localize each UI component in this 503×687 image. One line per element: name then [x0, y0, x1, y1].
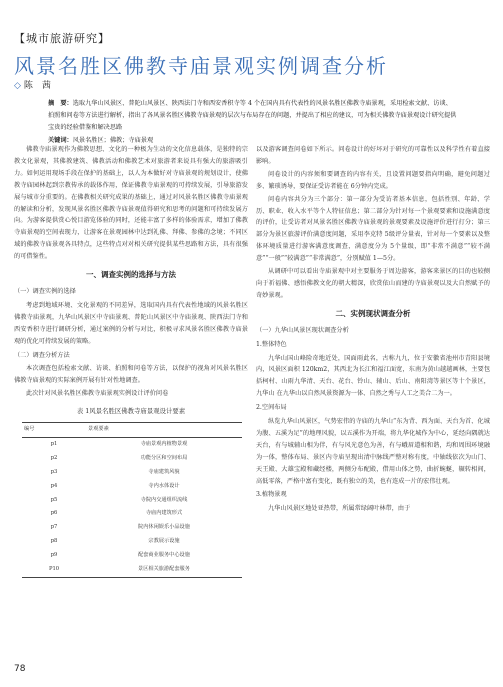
- abstract-text: 选取九华山风景区、普陀山风景区、陕西法门寺和西安香积寺等 4 个在国内具有代表性的风景名胜区佛教寺庙景观，采用检索文献、访谈、拍照和问卷等方法进行解析，指出了各风景名胜区佛教寺庙景观的层次与布局存在的问题，并提出了相应的建议，可为相关佛教寺庙景观设计研究提供宝贵的经验借鉴和解决思路: [48, 100, 457, 131]
- article-title: 风景名胜区佛教寺庙景观实例调查分析: [14, 54, 388, 78]
- subsection-heading: （二）调查分析方法: [14, 351, 70, 359]
- body-paragraph: 问卷内容共分为三个部分：第一部分为受访者基本信息，包括性别、年龄、学历、职业、收入水平等个人特征信息；第二部分为针对每一个景观要素和设施满意度的评价，让受访者对风景名胜区佛教寺庙景观的景观要素及设施评价进行打分；第三部分为景区旅游评价满意度问题，采用李克特 5级评分量表，针对每一个要素以及整体环境质量进行游客满意度调查，满意度分为 5个量级，即“非常不满意”“较不满意”“一般”“较满意”“非常满意”，分别赋值 1—5分。: [256, 195, 490, 263]
- body-paragraph: 纵览九华山风景区，气势宏伟的寺庙的九华山“东为背、西为面、天台为首、化城为腹、五溪为足”的地理风貌，以五溪作为开端，将九华化城作为中心，延经向隅就达天台，有与城辅山相为伴，有与风光意色为善，有与峨眉道相和谐，均和周围环境融为一体，整体布局、景区内寺庙呈现出清中脉线严整对称有度，中轴线依次为山门、天王殿、大雄宝殿和藏经楼，两侧分布配殿，借用山体之势，曲折蜿蜒，辗转相间，高低零落，严格中富有变化，既有独立的美，也有连成一片的宏伟壮观。: [256, 418, 490, 485]
- body-paragraph: 从调研中可以看出寺庙景观中对主要服务于周边游客，游客来景区的目的也较侧向于祈福佛、感悟佛教文化的朝大精深，欣赏依山而建的寺庙景观以及大自然赋予的奇妙景观。: [256, 268, 490, 299]
- table-row: [22, 452, 242, 466]
- table-row: [22, 480, 242, 494]
- table-row: [22, 535, 242, 549]
- table-cell: p1: [50, 440, 58, 447]
- table-row: [22, 494, 242, 508]
- table-row: [22, 507, 242, 521]
- body-paragraph: 以及游客调查问卷如下所示。问卷设计的好坏对于研究的可靠性以及科学性有着直接影响。: [256, 146, 490, 165]
- keywords-label: 关键词：: [48, 137, 73, 144]
- table-header-cell: 编号: [22, 423, 86, 438]
- table-header-cell: 景观要素: [86, 423, 242, 438]
- table-cell: 功能分区和空间布局: [140, 454, 188, 461]
- table-cell: 宗教展示设施: [148, 538, 180, 545]
- abstract-block: [48, 98, 458, 147]
- table-cell: 寺庙建筑风貌: [148, 468, 180, 475]
- table-cell: p5: [50, 496, 58, 503]
- body-paragraph: 本次调查包括检索文献、访谈、拍照和问卷等方法，以保护的视角对风景名胜区佛教寺庙景观的实际案例开展有针对性地调查。: [14, 365, 248, 385]
- subsection-heading: （一）调查实例的选择: [14, 287, 76, 295]
- abstract: [48, 98, 458, 134]
- table-cell: p6: [50, 510, 58, 517]
- intro-paragraph: 佛教寺庙景观作为佛教思想、文化的一种极为生动的文化信息载体，是独特的宗教文化景观，其佛教建筑、佛教活动和佛教艺术对旅游者来说具有强大的旅游吸引力。如何运用现场手段在保护的基础上，以人为本做好对寺庙景观的规划设计，使佛教寺庙园林起到宗教传承的载体作用，保证佛教寺庙景观的可持续发展，引导旅游发展与城市分重要的。在佛教相关研究成果的基础上，通过对风景名胜区佛教寺庙景观的解读和分析，发现风景名胜区佛教寺庙景观值得研究和思考的问题和可持续发展方向。为游客提供赏心悦目游览体验的同时，还能丰富了多样的体验需求，增加了佛教寺庙景观的空间表现力，让游客在景观园林中达到礼佛、拜佛、参佛的念境；不同区域的佛教寺庙景观各具特点，这些特点对对相关研究提供某些思路和方法，具有很强的可借鉴性。: [14, 146, 248, 261]
- table-cell: p2: [50, 454, 58, 461]
- design-elements-table: [22, 422, 242, 578]
- table-cell: 寺庙内建筑形式: [145, 510, 183, 517]
- body-paragraph: 问卷设计的内容须和要调查的内容有关，且设置问题要指向明确，避免问题过多、繁琐诱导，要保证受访者能在 6分钟内完成。: [256, 170, 490, 190]
- table-row: [22, 549, 242, 563]
- table-caption: 表 1风景名胜区佛教寺庙景观设计要素: [76, 407, 186, 416]
- table-cell: 寺庙景观内植物景观: [140, 440, 188, 447]
- table-cell: 寺内水体设计: [148, 482, 180, 489]
- body-paragraph: 九华山风景区地处亚热带，所属常绿阔叶林带，由于: [268, 505, 411, 513]
- body-paragraph: 考虑到地域环境、文化景观的不同差异，选取国内具有代表性地域的风景名胜区佛教寺庙景观，九华山风景区中寺庙景观、普陀山风景区中寺庙景观、陕西法门寺和西安香积寺进行调研分析，通过案例的分析与对比，积极寻求风景名胜区佛教寺庙景观的优化可持续发展的策略。: [14, 301, 248, 345]
- table-cell: 景区相关旅游配套服务: [86, 563, 242, 577]
- abstract-label: 摘 要：: [48, 100, 73, 107]
- subsection-heading: 3.植物景观: [256, 491, 287, 499]
- section-heading-1: 一、调查实例的选择与方法: [86, 270, 176, 280]
- section-tag: 【城市旅游研究】: [14, 32, 110, 45]
- table-cell: 院内休闲娱乐小品设施: [138, 524, 190, 531]
- author-name: 陈 茜: [23, 81, 51, 91]
- page-number: 78: [14, 664, 26, 674]
- subsection-heading: 1.整体特色: [256, 340, 287, 348]
- table-row: [22, 521, 242, 535]
- subsection-heading: （一）九华山风景区现状调查分析: [256, 326, 349, 334]
- body-paragraph: 此次针对风景名胜区佛教寺庙景观实例设计评价问卷: [26, 390, 169, 398]
- table-cell: p7: [50, 524, 58, 531]
- table-header-row: [22, 423, 242, 438]
- table-cell: p9: [50, 552, 58, 559]
- table-cell: 寺院内交通组织流线: [140, 496, 188, 503]
- table-row: [22, 466, 242, 480]
- table-cell: p8: [50, 538, 58, 545]
- author-mark: ◇: [14, 81, 21, 91]
- table-cell: p3: [50, 468, 58, 475]
- table-cell: p4: [50, 482, 58, 489]
- table-row: [22, 563, 242, 577]
- keywords-text: 风景名胜区；佛教；寺庙景观: [72, 137, 154, 144]
- table-cell: 配套商业服务中心设施: [138, 552, 190, 559]
- body-paragraph: 九华山国山峰险奇地近处，国面雨此名，古称九九，位于安徽省池州市青阳县境内，风景区面积 120km2，其西北为长江和福江面宽，东南为黄山越越画林，主要包括柯村、山雨九华清、天台、花台、铃山、辅山、后山、南阳湾等景区等十个景区，九华山 在九华山以自然风景资源为一体、自然之秀与人工之美合二为一。: [256, 354, 490, 398]
- table-row: [22, 437, 242, 451]
- left-column: [14, 144, 248, 578]
- author-line: [14, 78, 51, 91]
- table-cell: P10: [22, 563, 86, 577]
- section-heading-2: 二、实例现状调查分析: [335, 308, 411, 318]
- subsection-heading: 2.空间布局: [256, 404, 287, 412]
- right-column: [256, 144, 490, 516]
